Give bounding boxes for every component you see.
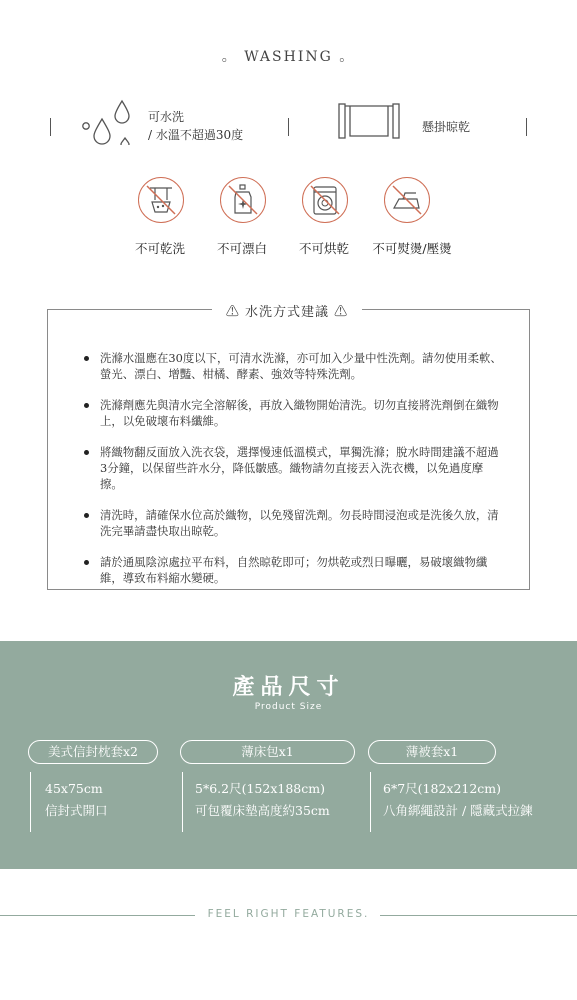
- list-item: 請於通風陰涼處拉平布料，自然晾乾即可；勿烘乾或烈日曝曬，易破壞織物纖維，導致布料縮水變硬。: [84, 554, 504, 586]
- list-item: 清洗時，請確保水位高於織物，以免殘留洗劑。勿長時間浸泡或是洗後久放，清洗完畢請盡快取出晾乾。: [84, 507, 504, 539]
- washing-tips-list: [84, 350, 504, 601]
- duvet-cover-note: 八角綁繩設計 / 隱藏式拉鍊: [383, 803, 533, 818]
- no-tumble-dry-label: 不可烘乾: [298, 241, 349, 256]
- duvet-cover-size: 6*7尺(182x212cm): [383, 781, 502, 796]
- fitted-sheet-note: 可包覆床墊高度約35cm: [195, 803, 330, 818]
- list-item: 洗滌水溫應在30度以下，可清水洗滌，亦可加入少量中性洗劑。請勿使用柔軟、螢光、漂白、增豔、柑橘、酵素、強效等特殊洗劑。: [84, 350, 504, 382]
- list-item: 將織物翻反面放入洗衣袋，選擇慢速低溫模式，單獨洗滌；脫水時間建議不超過3分鐘，以保留些許水分，降低皺感。織物請勿直接丟入洗衣機，以免過度摩擦。: [84, 444, 504, 492]
- water-drops-icon: [80, 97, 134, 145]
- no-bleach-label: 不可漂白: [216, 241, 267, 256]
- hang-dry-icon: [336, 102, 402, 140]
- footer-tagline: FEEL RIGHT FEATURES.: [207, 908, 370, 920]
- pillowcase-note: 信封式開口: [45, 803, 108, 818]
- divider: [0, 915, 195, 916]
- washing-tips-title: ⚠ 水洗方式建議 ⚠: [212, 301, 362, 320]
- product-duvet-cover-pill: 薄被套x1: [368, 740, 496, 764]
- washing-title: 。 WASHING 。: [221, 49, 356, 65]
- no-dry-clean-label: 不可乾洗: [134, 241, 185, 256]
- duvet-cover-dims: [370, 772, 533, 832]
- divider: [288, 118, 289, 136]
- list-item: 洗滌劑應先與清水完全溶解後，再放入織物開始清洗。切勿直接將洗劑倒在織物上，以免破壞布料纖維。: [84, 397, 504, 429]
- no-iron-label: 不可熨燙/壓燙: [372, 241, 452, 256]
- no-iron-icon: [384, 177, 430, 223]
- fitted-sheet-size: 5*6.2尺(152x188cm): [195, 781, 325, 796]
- no-bleach-icon: [220, 177, 266, 223]
- hand-wash-label: 可水洗: [148, 110, 185, 124]
- divider: [380, 915, 577, 916]
- divider: [526, 118, 527, 136]
- divider: [50, 118, 51, 136]
- no-tumble-dry-icon: [302, 177, 348, 223]
- product-size-title: 產品尺寸: [232, 674, 345, 700]
- fitted-sheet-dims: [182, 772, 330, 832]
- hang-dry-label: 懸掛晾乾: [422, 120, 471, 134]
- pillowcase-dims: [30, 772, 108, 832]
- product-pillowcase-pill: 美式信封枕套x2: [28, 740, 158, 764]
- no-dry-clean-icon: [138, 177, 184, 223]
- pillowcase-size: 45x75cm: [45, 781, 103, 796]
- water-temp-label: / 水溫不超過30度: [148, 128, 244, 142]
- product-fitted-sheet-pill: 薄床包x1: [180, 740, 355, 764]
- product-size-subtitle: Product Size: [254, 702, 323, 712]
